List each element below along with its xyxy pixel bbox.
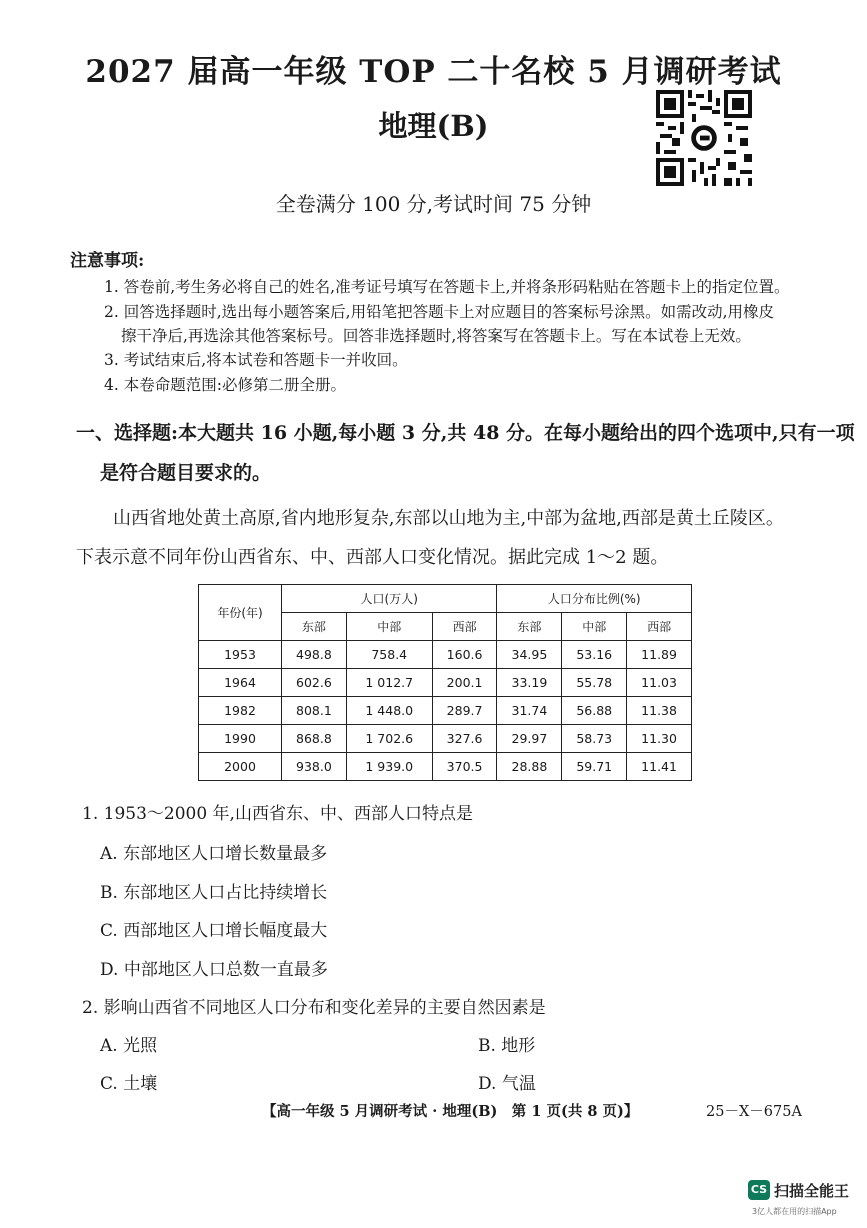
table-cell: 1 702.6 bbox=[346, 725, 432, 753]
question-1-option-b: B. 东部地区人口占比持续增长 bbox=[100, 883, 328, 903]
table-cell: 11.30 bbox=[627, 725, 692, 753]
table-cell: 938.0 bbox=[282, 753, 347, 781]
question-1-option-c: C. 西部地区人口增长幅度最大 bbox=[100, 921, 328, 941]
question-2-option-c: C. 土壤 bbox=[100, 1074, 158, 1094]
table-cell: 868.8 bbox=[282, 725, 347, 753]
exam-title: 2027 届高一年级 TOP 二十名校 5 月调研考试 bbox=[85, 54, 782, 90]
table-cell: 56.88 bbox=[562, 697, 627, 725]
question-2-option-b: B. 地形 bbox=[478, 1036, 536, 1056]
table-cell: 58.73 bbox=[562, 725, 627, 753]
table-cell: 55.78 bbox=[562, 669, 627, 697]
section-heading: 一、选择题:本大题共 16 小题,每小题 3 分,共 48 分。在每小题给出的四个选项中,只有一项 bbox=[76, 422, 855, 444]
subject-title: 地理(B) bbox=[378, 109, 489, 143]
table-row bbox=[199, 753, 692, 781]
table-cell: 1 939.0 bbox=[346, 753, 432, 781]
population-header: 人口(万人) bbox=[282, 585, 497, 613]
question-2-option-a: A. 光照 bbox=[100, 1036, 158, 1056]
question-1-stem: 1. 1953～2000 年,山西省东、中、西部人口特点是 bbox=[82, 804, 473, 824]
table-cell: 34.95 bbox=[497, 641, 562, 669]
table-cell: 59.71 bbox=[562, 753, 627, 781]
table-cell: 11.38 bbox=[627, 697, 692, 725]
table-cell: 31.74 bbox=[497, 697, 562, 725]
table-row bbox=[199, 669, 692, 697]
table-cell: 200.1 bbox=[432, 669, 497, 697]
table-cell: 28.88 bbox=[497, 753, 562, 781]
year-header: 年份(年) bbox=[199, 585, 282, 641]
table-cell: 29.97 bbox=[497, 725, 562, 753]
intro-line-2: 下表示意不同年份山西省东、中、西部人口变化情况。据此完成 1～2 题。 bbox=[76, 547, 669, 568]
table-cell: 808.1 bbox=[282, 697, 347, 725]
qr-code-icon bbox=[656, 90, 752, 186]
table-cell: 289.7 bbox=[432, 697, 497, 725]
notice-line-5: 4. 本卷命题范围:必修第二册全册。 bbox=[104, 376, 346, 394]
table-cell: 758.4 bbox=[346, 641, 432, 669]
table-cell: 1964 bbox=[199, 669, 282, 697]
table-row bbox=[199, 697, 692, 725]
table-cell: 327.6 bbox=[432, 725, 497, 753]
notice-line-3: 擦干净后,再选涂其他答案标号。回答非选择题时,将答案写在答题卡上。写在本试卷上无效。 bbox=[121, 327, 751, 345]
subheader-cell: 东部 bbox=[282, 613, 347, 641]
table-cell: 11.41 bbox=[627, 753, 692, 781]
table-cell: 33.19 bbox=[497, 669, 562, 697]
population-table bbox=[198, 584, 692, 781]
subheader-cell: 中部 bbox=[346, 613, 432, 641]
subheader-cell: 东部 bbox=[497, 613, 562, 641]
intro-line-1: 山西省地处黄土高原,省内地形复杂,东部以山地为主,中部为盆地,西部是黄土丘陵区。 bbox=[113, 508, 784, 529]
notice-title: 注意事项: bbox=[70, 251, 145, 271]
table-cell: 2000 bbox=[199, 753, 282, 781]
table-row bbox=[199, 725, 692, 753]
camscanner-tagline: 3亿人都在用的扫描App bbox=[752, 1207, 837, 1216]
table-cell: 11.03 bbox=[627, 669, 692, 697]
table-header-row bbox=[199, 585, 692, 613]
subheader-cell: 中部 bbox=[562, 613, 627, 641]
table-cell: 160.6 bbox=[432, 641, 497, 669]
camscanner-name: 扫描全能王 bbox=[774, 1182, 850, 1200]
table-cell: 498.8 bbox=[282, 641, 347, 669]
table-cell: 602.6 bbox=[282, 669, 347, 697]
page-footer: 【高一年级 5 月调研考试 · 地理(B) 第 1 页(共 8 页)】 bbox=[262, 1103, 639, 1120]
notice-line-2: 2. 回答选择题时,选出每小题答案后,用铅笔把答题卡上对应题目的答案标号涂黑。如需改动,用橡皮 bbox=[104, 303, 774, 321]
paper-code: 25－X－675A bbox=[706, 1104, 802, 1120]
subheader-cell: 西部 bbox=[627, 613, 692, 641]
question-2-stem: 2. 影响山西省不同地区人口分布和变化差异的主要自然因素是 bbox=[82, 998, 546, 1018]
table-cell: 1 448.0 bbox=[346, 697, 432, 725]
subheader-cell: 西部 bbox=[432, 613, 497, 641]
notice-line-1: 1. 答卷前,考生务必将自己的姓名,准考证号填写在答题卡上,并将条形码粘贴在答题卡上的指定位置。 bbox=[104, 278, 790, 296]
table-row bbox=[199, 641, 692, 669]
section-heading-cont: 是符合题目要求的。 bbox=[100, 462, 272, 484]
question-1-option-d: D. 中部地区人口总数一直最多 bbox=[100, 960, 328, 980]
proportion-header: 人口分布比例(%) bbox=[497, 585, 692, 613]
table-cell: 53.16 bbox=[562, 641, 627, 669]
full-score-info: 全卷满分 100 分,考试时间 75 分钟 bbox=[275, 192, 592, 216]
table-cell: 1982 bbox=[199, 697, 282, 725]
table-cell: 1953 bbox=[199, 641, 282, 669]
question-2-option-d: D. 气温 bbox=[478, 1074, 536, 1094]
table-cell: 370.5 bbox=[432, 753, 497, 781]
table-cell: 1990 bbox=[199, 725, 282, 753]
notice-line-4: 3. 考试结束后,将本试卷和答题卡一并收回。 bbox=[104, 351, 408, 369]
question-1-option-a: A. 东部地区人口增长数量最多 bbox=[100, 844, 328, 864]
camscanner-logo-icon: CS bbox=[748, 1180, 770, 1200]
table-cell: 1 012.7 bbox=[346, 669, 432, 697]
table-cell: 11.89 bbox=[627, 641, 692, 669]
